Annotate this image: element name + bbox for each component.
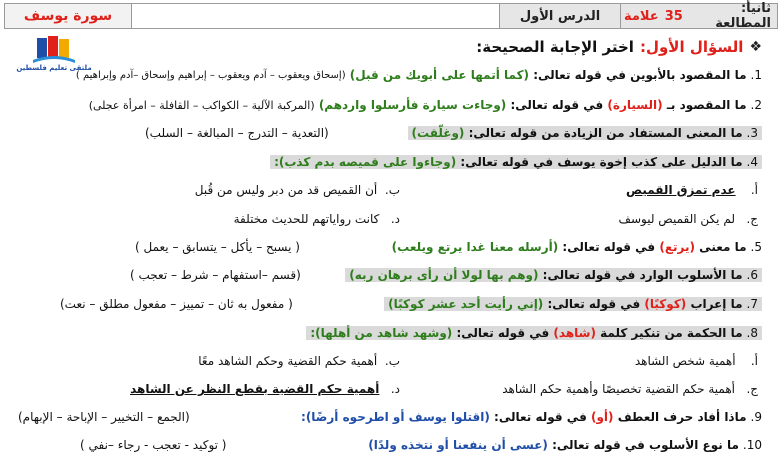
- question-text-cont: في قوله تعالى:: [494, 410, 587, 424]
- question-7: [384, 297, 762, 311]
- books-icon: [31, 34, 77, 64]
- question-text: ما معنى: [699, 240, 747, 254]
- question-5-options[interactable]: ( يسبح – يأكل – يتسابق – يعمل ): [135, 240, 300, 254]
- question-3-options[interactable]: (التعدية – التدرج – المبالغة – السلب): [145, 126, 329, 140]
- verse-text: (عسى أن ينفعنا أو نتخذه ولدًا): [368, 438, 548, 452]
- verse-text: (وجاءت سيارة فأرسلوا واردهم): [318, 98, 507, 112]
- verse-text: (وهم بها لولا أن رأى برهان ربه): [349, 268, 539, 282]
- choice-letter: ب.: [384, 183, 400, 197]
- question-text: ما إعراب: [690, 297, 743, 311]
- question-text: ما المعنى المستفاد من الزيادة من قوله تعالى:: [468, 126, 743, 140]
- choice-letter: د.: [390, 382, 400, 396]
- choice-letter: ج.: [746, 382, 758, 396]
- question-text: ما المقصود بالأبوين في قوله تعالى:: [533, 68, 747, 82]
- choice-letter: أ.: [750, 354, 758, 368]
- verse-text: (أرسله معنا غدا يرتع ويلعب): [391, 240, 559, 254]
- header-bar: [4, 3, 778, 29]
- question-number: 10.: [742, 438, 762, 452]
- q4-choice-c[interactable]: [619, 212, 758, 226]
- part-prefix: ثانيأ: المطالعة: [715, 1, 771, 31]
- question-8: [306, 326, 762, 340]
- verse-text: (إني رأيت أحد عشر كوكبًا): [388, 297, 544, 311]
- question-number: 1.: [750, 68, 762, 82]
- marks-word: علامة: [624, 8, 659, 24]
- key-word: (يرتع): [659, 240, 695, 254]
- choice-letter: ب.: [384, 354, 400, 368]
- question-text-cont: في قوله تعالى:: [510, 98, 604, 112]
- question-10: [368, 438, 762, 452]
- choice-letter: أ.: [750, 183, 758, 197]
- key-word: (أو): [590, 410, 614, 424]
- question-number: 3.: [746, 126, 758, 140]
- question-9: [301, 410, 762, 424]
- choice-text: أهمية حكم القضية بقطع النظر عن الشاهد: [130, 382, 380, 396]
- question-number: 2.: [750, 98, 762, 112]
- lesson-label: الدرس الأول: [499, 4, 620, 28]
- verse-text: (اقتلوا يوسف أو اطرحوه أرضًا):: [301, 410, 490, 424]
- question-2: [89, 98, 762, 112]
- question-text-cont: في قوله تعالى:: [547, 297, 641, 311]
- logo-caption: ملتقى تعليم فلسطين: [16, 64, 92, 72]
- choice-text: أن القميص قد من دبر وليس من قُبل: [194, 183, 378, 197]
- question-text-cont: في قوله تعالى:: [456, 326, 550, 340]
- question-text: ما نوع الأسلوب في قوله تعالى:: [552, 438, 739, 452]
- answer-options[interactable]: (المركبة الآلية – الكواكب – القافلة – امرأة عجلى): [88, 98, 315, 112]
- question-4: [270, 155, 762, 169]
- q8-choice-b[interactable]: [198, 354, 400, 368]
- question-number: 9.: [750, 410, 762, 424]
- question-7-options[interactable]: ( مفعول به ثان – تمييز – مفعول مطلق – نعت): [60, 297, 293, 311]
- choice-text: أهمية شخص الشاهد: [634, 354, 736, 368]
- verse-text: (وغلّقت): [411, 126, 465, 140]
- question-6-options[interactable]: (قسم –استفهام – شرط – تعجب ): [130, 268, 301, 282]
- key-word: (السيارة): [607, 98, 663, 112]
- verse-text: (وشهد شاهد من أهلها):: [310, 326, 453, 340]
- key-word: (شاهد): [553, 326, 596, 340]
- question-number: 5.: [750, 240, 762, 254]
- surah-title: سورة يوسف: [5, 4, 132, 28]
- question-6: [345, 268, 762, 282]
- q8-choice-a[interactable]: [635, 354, 758, 368]
- header-spacer: [132, 4, 499, 28]
- choice-letter: د.: [390, 212, 400, 226]
- question-5: [392, 240, 762, 254]
- question-text: ما الأسلوب الوارد في قوله تعالى:: [542, 268, 743, 282]
- question-number: 7.: [746, 297, 758, 311]
- verse-text: (وجاءوا على قميصه بدم كذب):: [274, 155, 457, 169]
- choice-text: لم يكن القميص ليوسف: [618, 212, 735, 226]
- question-number: 8.: [746, 326, 758, 340]
- question-text: ماذا أفاد حرف العطف: [617, 410, 747, 424]
- section-instruction: اختر الإجابة الصحيحة:: [476, 38, 634, 56]
- question-number: 6.: [746, 268, 758, 282]
- choice-text: أهمية حكم القضية وحكم الشاهد معًا: [198, 354, 378, 368]
- question-10-options[interactable]: ( توكيد - تعجب - رجاء –نفي ): [80, 438, 227, 452]
- verse-text: (كما أتمها على أبويك من قبل): [349, 68, 530, 82]
- question-1: [76, 68, 762, 82]
- marks-number: 35: [664, 8, 683, 24]
- section-title: [476, 38, 762, 56]
- question-number: 4.: [746, 155, 758, 169]
- question-text-cont: في قوله تعالى:: [562, 240, 656, 254]
- answer-options[interactable]: (إسحاق ويعقوب – آدم ويعقوب – إبراهيم وإسحاق –آدم وإبراهيم ): [75, 69, 346, 81]
- question-text: ما الحكمة من تنكير كلمة: [600, 326, 743, 340]
- question-text: ما المقصود بـ: [666, 98, 747, 112]
- choice-letter: ج.: [746, 212, 758, 226]
- choice-text: كانت رواياتهم للحديث مختلفة: [233, 212, 380, 226]
- question-9-options[interactable]: (الجمع – التخيير – الإباحة – الإبهام): [18, 410, 190, 424]
- choice-text: أهمية حكم القضية تخصيصًا وأهمية حكم الشاهد: [502, 382, 735, 396]
- choice-text: عدم تمزق القميص: [625, 183, 736, 197]
- q4-choice-b[interactable]: [195, 183, 400, 197]
- q8-choice-d[interactable]: [130, 382, 400, 396]
- q4-choice-d[interactable]: [234, 212, 400, 226]
- q8-choice-c[interactable]: [502, 382, 758, 396]
- key-word: (كوكبًا): [644, 297, 687, 311]
- q4-choice-a[interactable]: [626, 183, 758, 197]
- question-3: [408, 126, 762, 140]
- part-heading: [620, 1, 777, 31]
- diamond-bullet-icon: ❖: [749, 39, 762, 55]
- section-label: السؤال الأول:: [639, 38, 744, 56]
- question-text: ما الدليل على كذب إخوة يوسف في قوله تعالى:: [460, 155, 743, 169]
